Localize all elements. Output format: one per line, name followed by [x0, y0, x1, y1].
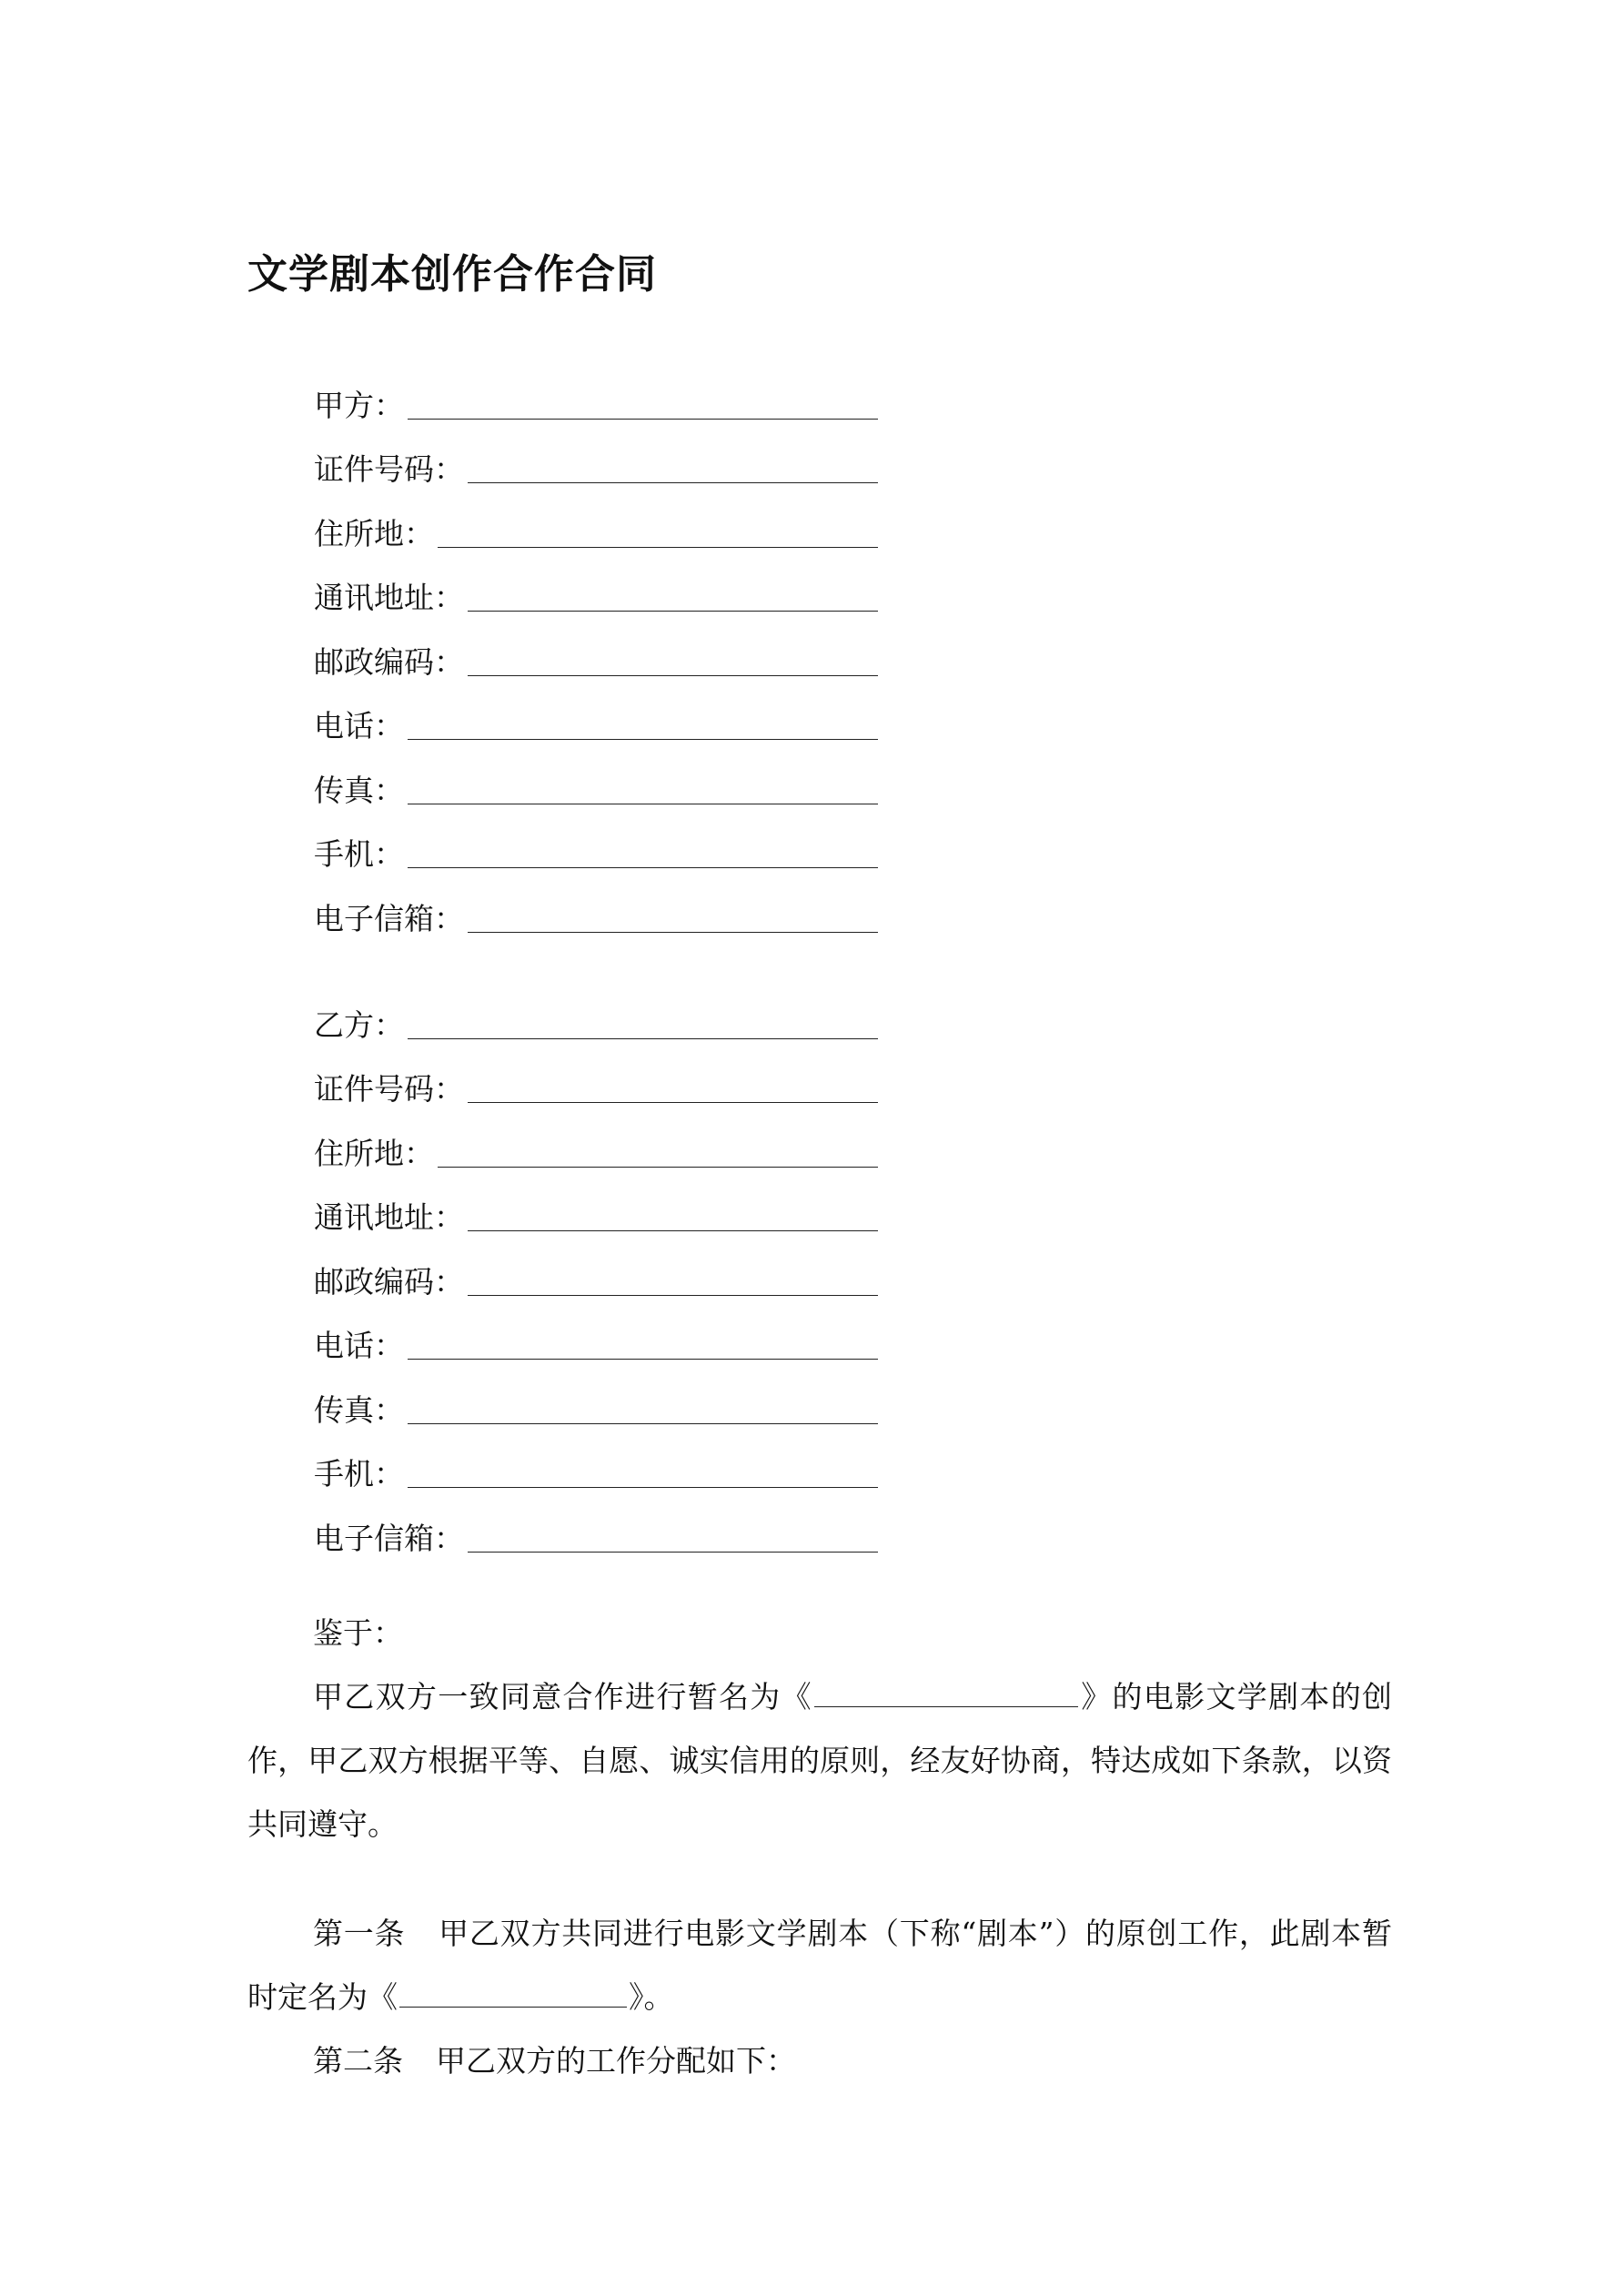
fill-in-line[interactable] [408, 1422, 878, 1424]
party-b-phone-field [314, 1303, 878, 1368]
party-b-mobile-field [314, 1431, 878, 1496]
fill-in-line[interactable] [468, 931, 878, 933]
fill-in-line[interactable] [468, 1294, 878, 1296]
field-label: 通讯地址： [314, 1199, 464, 1235]
article-number: 第一条 [313, 1916, 406, 1951]
fill-in-line[interactable] [408, 1037, 878, 1039]
field-label: 传真： [314, 1391, 404, 1428]
field-label: 邮政编码： [314, 1263, 464, 1300]
fill-in-line[interactable] [468, 481, 878, 483]
field-label: 住所地： [314, 515, 434, 551]
party-a-postal-code-field [314, 619, 878, 683]
script-title-blank[interactable] [814, 1679, 1078, 1707]
fill-in-line[interactable] [438, 1166, 878, 1168]
party-a-fax-field [314, 747, 878, 812]
fill-in-line[interactable] [408, 1486, 878, 1488]
party-a-residence-field [314, 491, 878, 555]
field-label: 证件号码： [314, 451, 464, 487]
field-label: 住所地： [314, 1135, 434, 1171]
party-b-id-number-field [314, 1047, 878, 1111]
fill-in-line[interactable] [408, 1358, 878, 1360]
article-1-text-before: 甲乙双方共同进行电影文学剧本（下称“剧本”）的原创工作，此剧本暂时定名为《 [247, 1916, 1392, 2015]
recital-heading: 鉴于： [313, 1615, 403, 1651]
fill-in-line[interactable] [468, 1101, 878, 1103]
recital-paragraph [247, 1665, 1392, 1856]
field-label: 通讯地址： [314, 580, 464, 615]
field-label: 电话： [314, 708, 404, 743]
field-label: 甲方： [314, 387, 404, 423]
fill-in-line[interactable] [468, 674, 878, 676]
recital-text-before: 甲乙双方一致同意合作进行暂名为《 [313, 1679, 812, 1714]
field-label: 乙方： [314, 1006, 404, 1043]
field-label: 邮政编码： [314, 643, 464, 680]
party-a-id-number-field [314, 427, 878, 491]
article-1-text-after: 》。 [629, 1979, 674, 2015]
party-b-postal-code-field [314, 1239, 878, 1303]
field-label: 手机： [314, 1456, 404, 1492]
party-b-name-field [314, 982, 878, 1047]
party-a-email-field [314, 875, 878, 940]
fill-in-line[interactable] [438, 546, 878, 548]
article-2-text: 甲乙双方的工作分配如下： [436, 2043, 796, 2079]
field-label: 电子信箱： [314, 900, 464, 936]
party-b-residence-field [314, 1110, 878, 1175]
field-label: 电话： [314, 1328, 404, 1363]
fill-in-line[interactable] [408, 866, 878, 868]
party-a-mobile-field [314, 812, 878, 876]
fill-in-line[interactable] [408, 738, 878, 740]
party-a-mailing-address-field [314, 555, 878, 620]
party-b-fax-field [314, 1367, 878, 1431]
recital-text-after: 》的电影文学剧本的创作，甲乙双方根据平等、自愿、诚实信用的原则，经友好协商，特达成如下条款，以资共同遵守。 [247, 1679, 1393, 1842]
party-b-info [314, 982, 878, 1560]
script-title-blank[interactable] [399, 1979, 627, 2008]
party-a-info [314, 362, 878, 940]
fill-in-line[interactable] [468, 610, 878, 612]
field-label: 证件号码： [314, 1071, 464, 1107]
fill-in-line[interactable] [408, 803, 878, 804]
document-title: 文学剧本创作合作合同 [247, 251, 657, 298]
article-number: 第二条 [313, 2043, 403, 2079]
fill-in-line[interactable] [468, 1229, 878, 1231]
fill-in-line[interactable] [408, 418, 878, 420]
fill-in-line[interactable] [468, 1551, 878, 1553]
field-label: 传真： [314, 772, 404, 808]
article-2-paragraph [247, 2029, 1392, 2093]
field-label: 手机： [314, 836, 404, 872]
party-a-phone-field [314, 683, 878, 748]
field-label: 电子信箱： [314, 1520, 464, 1556]
party-b-mailing-address-field [314, 1175, 878, 1239]
article-1-paragraph [247, 1902, 1392, 2029]
party-a-name-field [314, 362, 878, 427]
party-b-email-field [314, 1495, 878, 1560]
